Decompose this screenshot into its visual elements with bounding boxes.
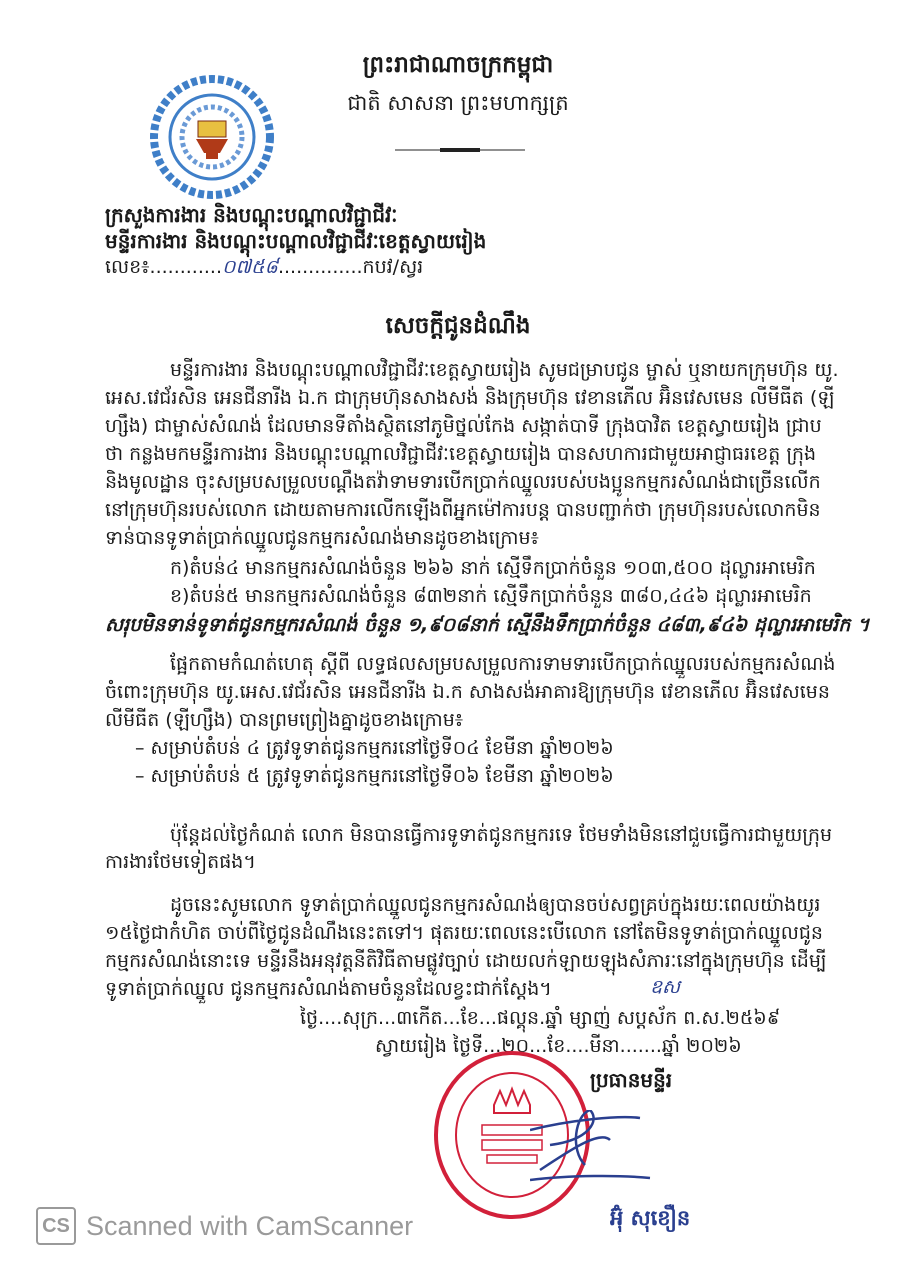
paragraph4-line: ដូចនេះសូមលោក ទូទាត់ប្រាក់ឈ្នួលជូនកម្មករសំណង់ឲ្យបានចប់សព្វគ្រប់ក្នុងរយៈពេលយ៉ាងយូរ <box>170 894 821 916</box>
signatory-name: អ៊ុំ សុខឿន <box>610 1206 691 1230</box>
ornament-divider <box>395 147 525 153</box>
solar-date: ស្វាយរៀង ថ្ងៃទី...២០...ខែ....មីនា.......ឆ្នាំ ២០២៦ <box>375 1035 742 1057</box>
kingdom-heading: ព្រះរាជាណាចក្រកម្ពុជា <box>362 52 554 78</box>
reference-number <box>105 254 423 280</box>
paragraph2-line: ផ្អែកតាមកំណត់ហេតុ ស្តីពី លទ្ធផលសម្របសម្រួលការទាមទារបើកប្រាក់ឈ្នួលរបស់កម្មករសំណង់ <box>170 653 836 675</box>
paragraph4-line: ១៥ថ្ងៃជាកំហិត ចាប់ពីថ្ងៃជូនដំណឹងនេះតទៅ។ ផុតរយៈពេលនេះបើលោក នៅតែមិនទូទាត់ប្រាក់ឈ្នួលជូន <box>105 922 823 944</box>
item-zone-4: ក)តំបន់៤ មានកម្មករសំណង់ចំនួន ២៦៦ នាក់ ស្មើទឹកប្រាក់ចំនួន ១០៣,៥០០ ដុល្លារអាមេរិក <box>170 557 816 579</box>
paragraph1-line: និងមូលដ្ឋាន ចុះសម្របសម្រួលបណ្តឹងតវ៉ាទាមទារបើកប្រាក់ឈ្នួលរបស់បងប្អូនកម្មករសំណង់ជាច្រើនលើក <box>105 471 821 493</box>
paragraph4-line: ទូទាត់ប្រាក់ឈ្នួល ជូនកម្មករសំណង់តាមចំនួនដែលខ្វះជាក់ស្តែង។ <box>105 978 552 1000</box>
ref-suffix: ..............កបវ/ស្វរ <box>277 256 424 278</box>
paragraph1-line: មន្ទីរការងារ និងបណ្តុះបណ្តាលវិជ្ជាជីវៈខេត្តស្វាយរៀង សូមជម្រាបជូន ម្ចាស់ ឬនាយកក្រុមហ៊ុន យូ. <box>170 359 839 381</box>
paragraph1-line: ហ្សឹង) ជាម្ចាស់សំណង់ ដែលមានទីតាំងស្ថិតនៅភូមិថ្នល់កែង សង្កាត់បាទី ក្រុងបាវិត ខេត្តស្វាយរៀង ជ្រាប <box>105 415 822 437</box>
department-name: មន្ទីរការងារ និងបណ្តុះបណ្តាលវិជ្ជាជីវៈខេត្តស្វាយរៀង <box>105 229 487 253</box>
ministry-name: ក្រសួងការងារ និងបណ្តុះបណ្តាលវិជ្ជាជីវៈ <box>105 203 398 227</box>
camscanner-logo-icon: CS <box>36 1207 76 1245</box>
paragraph2-line: ចំពោះក្រុមហ៊ុន យូ.អេស.វេជ័រសិន អេនជីនារីង ឯ.ក សាងសង់អាគារឱ្យក្រុមហ៊ុន វេខានភើល អ៊ិនវេសមេន <box>105 681 830 703</box>
paragraph3-line: ប៉ុន្តែដល់ថ្ងៃកំណត់ លោក មិនបានធ្វើការទូទាត់ជូនកម្មករទេ ថែមទាំងមិននៅជួបធ្វើការជាមួយក្រុម <box>170 824 833 846</box>
paragraph1-line: ទាន់បានទូទាត់ប្រាក់ឈ្នួលជូនកម្មករសំណង់មានដូចខាងក្រោម៖ <box>105 527 539 549</box>
paragraph1-line: ថា កន្លងមកមន្ទីរការងារ និងបណ្តុះបណ្តាលវិជ្ជាជីវៈខេត្តស្វាយរៀង បានសហការជាមួយអាជ្ញាធរខេត្ត ក្រុង <box>105 443 817 465</box>
total-summary: សរុបមិនទាន់ទូទាត់ជូនកម្មករសំណង់ ចំនួន ១,៩០៨នាក់ ស្មើនឹងទឹកប្រាក់ចំនួន ៤៨៣,៩៤៦ ដុល្លារអាមេរិក ។ <box>105 614 870 636</box>
watermark-text: Scanned with CamScanner <box>86 1210 414 1241</box>
paragraph2-line: លីមីធីត (ឡីហ្សឹង) បានព្រមព្រៀងគ្នាដូចខាងក្រោម៖ <box>105 709 464 731</box>
ref-number: ០៧៥៨ <box>222 256 278 278</box>
camscanner-watermark <box>36 1207 413 1245</box>
bullet-item: – សម្រាប់តំបន់ ៤ ត្រូវទូទាត់ជូនកម្មករនៅថ្ងៃទី០៤ ខែមីនា ឆ្នាំ២០២៦ <box>135 737 614 759</box>
paragraph4-line: កម្មករសំណង់នោះទេ មន្ទីរនឹងអនុវត្តនីតិវិធីតាមផ្លូវច្បាប់ ដោយលក់ឡាយឡុងសំភារៈនៅក្នុងក្រុមហ៊ុន ដើម្បី <box>105 950 827 972</box>
national-motto: ជាតិ សាសនា ព្រះមហាក្សត្រ <box>347 91 569 115</box>
signature <box>530 1110 670 1200</box>
paragraph1-line: នៅក្រុមហ៊ុនរបស់លោក ដោយតាមការលើកឡើងពីអ្នកម៉ៅការបន្ត បានបញ្ជាក់ថា ក្រុមហ៊ុនរបស់លោកមិន <box>105 499 821 521</box>
bullet-item: – សម្រាប់តំបន់ ៥ ត្រូវទូទាត់ជូនកម្មករនៅថ្ងៃទី០៦ ខែមីនា ឆ្នាំ២០២៦ <box>135 765 614 787</box>
paragraph3-line: ការងារថែមទៀតផង។ <box>105 851 256 873</box>
handwritten-initials: ឧស <box>650 976 681 998</box>
document-title: សេចក្តីជូនដំណឹង <box>385 313 531 339</box>
item-zone-5: ខ)តំបន់៥ មានកម្មករសំណង់ចំនួន ៨៣២នាក់ ស្មើទឹកប្រាក់ចំនួន ៣៨០,៤៤៦ ដុល្លារអាមេរិក <box>170 585 812 607</box>
ref-label: លេខ៖............ <box>105 256 223 278</box>
paragraph1-line: អេស.វេជ័រសិន អេនជីនារីង ឯ.ក ជាក្រុមហ៊ុនសាងសង់ និងក្រុមហ៊ុន វេខានភើល អ៊ិនវេសមេន លីមីធីត (ឡី <box>105 387 835 409</box>
signatory-position: ប្រធានមន្ទីរ <box>590 1068 673 1092</box>
lunar-date: ថ្ងៃ....សុក្រ...៣កើត...ខែ...ផល្គុន.ឆ្នាំ ម្សាញ់ សប្តស័ក ព.ស.២៥៦៩ <box>300 1007 781 1029</box>
